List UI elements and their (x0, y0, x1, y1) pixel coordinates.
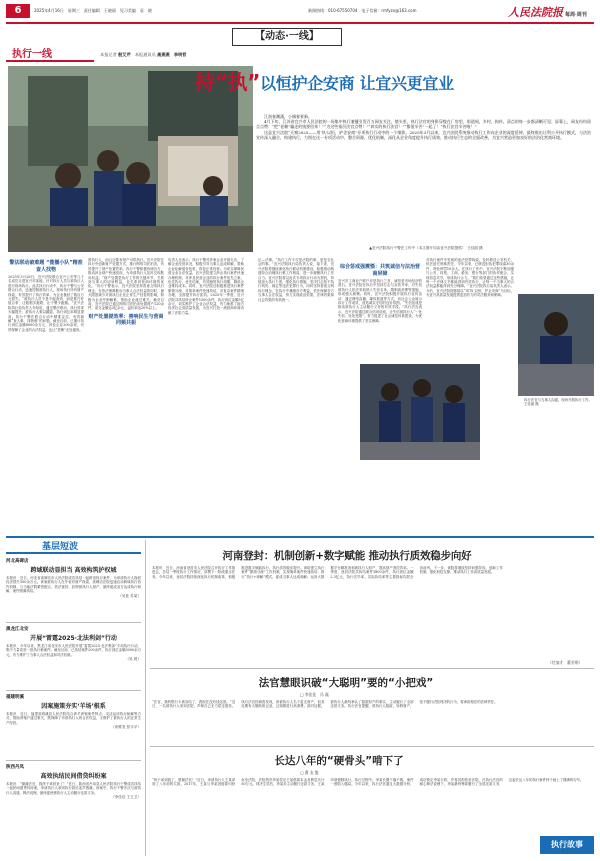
intro-paragraph-2: 4月下旬，江苏省宜兴市人民法院的一场集中执行兼播引发百万网友关注，镜头里，执行法官的身影穿梭在厂房里，街道间，乡村，拘传、清点的每一步都清晰可见；屏幕上，网友纷纷留言点赞：“把“老赖”骗走的钱要回来！”“为这些基层法官点赞！”“真实的执行法官！”“都很辛苦”一起了！“执行法官辛苦啦！” (256, 119, 591, 130)
bylines (100, 52, 186, 58)
sidebar-story-3-location: 福建明溪 (6, 695, 24, 700)
sidebar-story-1 (6, 558, 141, 599)
main-headline (195, 66, 595, 95)
headline-post: 以恒护企安商 让宜兴更宜业 (260, 74, 454, 93)
sidebar-story-4-location: 陕西丹凤 (6, 765, 24, 770)
column-2-subhead: 财产处置提效率：善响民生与营商同频共振 (88, 313, 164, 327)
main-photo-caption (258, 246, 594, 251)
column-2-text: 被执行人，而且还要有财产可供执行。宜兴法院在执行中创新财产处置方式，推行网络司法拍卖，有效提升了财产处置效率。执行干警积极协调各方，推动涉企财产快速变现，为申请执行人及时兑现胜诉权益。“财产处置是执行工作的关键环节，关系到当事人的切身利益，也关系到营商环境的优化。”执行干警表示，宜兴法院坚持善意文明执行理念，在依法保障胜诉当事人合法权益的同时，最大限度减少对被执行企业正常生产经营的影响，积极为企业纾困解难，帮助企业渡过难关。截至目前，宜兴法院已通过网络司法拍卖处置财产120余件，成交金额达3亿余元，溢价率达20%以上。 (88, 258, 164, 311)
sidebar-story-4-text: 本报讯 “谢谢法官，钱终于拿回来了！”近日，陕西省丹凤县人民法院执行干警成功执结一起民间借贷纠纷案，申请执行人拿到执行款后连声感谢。该案中，执行干警多次与被执行人沟通，释法说理，最终促使被执行人主动履行还款义务。 (6, 782, 141, 795)
sidebar-story-3-title: 因案施策夯实‘羊场’根系 (41, 703, 106, 710)
logo-sub: 每周·周刊 (565, 12, 587, 18)
sidebar-story-1-location: 河北高碑店 (6, 559, 29, 564)
side-photo-caption-text: 执行法官与当事人沟通，现场开展执行工作。 (524, 398, 592, 402)
photo-caption-text: ▲宜兴法院执行干警在工作中（本文图片均由宜兴法院提供） (369, 246, 464, 250)
story-4-headline: 长达八年的“硬骨头”啃下了 (274, 755, 404, 767)
sidebar-story-2-title: 开展“雷霆2025·北法利剑”行动 (30, 635, 117, 642)
photo-caption-credit: 王佳丽 摄 (467, 246, 483, 250)
story-3-text: “法官，我的银行卡被冻结了，我现在没有钱还款。”近日，一名被执行人来到法院，声称自己无力偿还债务。执行法官经调查发现，该被执行人名下虽无财产，但其近期有大额转账记录，且频繁进行高消费。面对证据，被执行人最终承认了隐匿财产的事实，主动履行了全部还款义务。执行法官提醒，被执行人隐匿、转移财产，拒不履行法院判决的行为，将承担相应的法律责任。 (152, 700, 498, 709)
sidebar-story-1-author: （吴桂 苏某） (118, 593, 141, 598)
sidebar-story-4-title: 高效执结民间借贷纠纷案 (40, 773, 107, 780)
sidebar-story-2-author: （吴 晨） (125, 657, 141, 662)
sidebar-story-3-author: （邓维发 张丰平） (111, 725, 141, 730)
sidebar-story-3-text: 本报讯 近日，福建省明溪县人民法院结合涉羊养殖案件特点，灵活运用执行和解等方式，帮助养殖户渡过难关，既保障了申请执行人的合法权益，又维护了被执行人的正常生产经营。 (6, 712, 141, 725)
column-3-text: 负责人还表示，执行干警对涉案企业开展走访，了解企业经营状况，积极引导当事人达成和解，帮助企业化解债务危机，恢复正常经营。为切实保障民营企业合法权益，宜兴法院建立涉企执行案件快速办理机制，对涉及民营企业的执行案件优先立案、优先执行、优先结案，有效缩短执行周期，降低企业维权成本。同时，宜兴法院还积极推进执行案件繁简分流，对简单案件快速执结，对复杂案件精细办理，全面提升执行质效。2025年一季度，宜兴法院共执结涉企案件1500余件，执行到位金额5亿余元，切实维护了企业合法权益，有力助推了地方经济社会高质量发展，为宜兴打造一流营商环境贡献了法院力量。 (168, 258, 244, 315)
byline-reporter-label: 本报记者 (100, 52, 119, 57)
middle-photo (360, 364, 480, 460)
story-4-author: □ 曹 友 俊 (300, 770, 319, 775)
sidebar-story-2-text: 本报讯 今年以来，黑龙江省北安市人民法院开展“雷霆2025·北法利剑”专项执行行动，集中力量攻坚一批执行难案件。截至目前，已执结案件200余件，执行到位金额3000余万元，有力维护了当事人合法权益和司法权威。 (6, 644, 141, 657)
column-1 (8, 258, 84, 332)
story-2-text: 本报讯 近日，河南省登封市人民法院召开执行工作推进会，总结一季度执行工作情况，部署下一阶段重点任务。今年以来，登封法院持续深化执行机制改革，积极推进数字赋能执行，执行质效稳步提升。该院建立执行案件“繁简分流”工作机制，实现简单案件快速执结；推行“执行+调解”模式，促成当事人达成和解；运用大数据平台精准查询被执行人财产，提高财产查控效率。一季度，登封法院共执结案件1800余件，执行到位金额2.3亿元，执行完毕率、实际执结率等主要指标均居全省前列。下一步，该院将继续坚持问题导向，创新工作机制，强化科技支撑，推动执行工作高质量发展。 (152, 566, 503, 579)
sidebar-divider (6, 760, 141, 761)
column-6-text: 对执行案件中发现的违法犯罪线索，及时移送公安机关，依法追究刑事责任，今年以来，已移送拒执犯罪线索30余件，判处刑罚10余人。在执行工作中，宜兴法院不断加强与公安、检察、工商、税务、银行等部门的协作配合，实现信息共享，形成执行合力。“我们希望通过这些措施，让每一个法律文书都能得到有效执行，让每一个当事人的合法权益都能得到充分保障。”宜兴法院执行局负责人表示。今后，宜兴法院将继续以“用‘执’以恒，护企安商”为目标，为宜兴高质量发展提供更加有力的司法服务和保障。 (426, 258, 514, 298)
column-5-subhead: 综合惩戒强震慑：共筑诚信与法治营商屏障 (339, 264, 420, 277)
sidebar-story-2-location: 黑龙江北安 (6, 627, 29, 632)
story-divider (150, 668, 594, 669)
sidebar-story-1-text: 本报讯 近日，河北省高碑店市人民法院成功执结一起跨省执行案件，为申请执行人挽回经济损失300余万元。该案被执行人在外省有财产线索，高碑店法院迅速启动跨域执行协作机制，与当地法院紧密配合，依法查封、扣押被执行人财产，最终促成双方达成执行和解，案件圆满执结。 (6, 576, 141, 594)
side-photo-caption (524, 398, 594, 407)
byline-correspondent-label: 本报通讯员 (130, 52, 158, 57)
story-4-text: “终于拿到钱了，感谢法官！”近日，申请执行人王某拿到了八年前的欠款。2017年，王某与李某因借款纠纷诉至法院，法院判决李某偿还王某借款本金及利息共计50万元。判决生效后，李某未主动履行还款义务，王某申请强制执行。执行过程中，李某长期下落不明，案件一度陷入僵局。今年以来，执行法官通过大数据分析，成功锁定李某行踪，并将其拘传至法院。在执行法官的耐心释法说理下，李某最终筹款履行了全部还款义务，这起长达八年的执行案件终于画上了圆满的句号。 (152, 778, 584, 787)
sidebar-story-4 (6, 764, 141, 800)
middle-photo-image (360, 364, 480, 460)
logo-text: 人民法院报 (508, 6, 563, 19)
headline-quote: “执” (214, 70, 261, 94)
column-4 (258, 258, 334, 302)
column-5 (338, 262, 422, 323)
side-photo (518, 294, 594, 396)
header-rule (6, 22, 594, 24)
story-divider (150, 746, 594, 747)
sidebar-vdivider (145, 540, 146, 856)
headline-pre: 持 (195, 70, 215, 94)
column-4-text: 记—法律。“执行工作不仅是法院的事，更是全社会的事。”宜兴法院执行局负责人说，接下来，宜兴法院将继续深化执行联动机制建设，积极推动构建综合治理执行难工作格局，进一步凝聚执行工作合力。宜兴法院将以此次专项执行行动为契机，持续加大执行力度，强化执行措施，坚决打击拒不执行判决、裁定等违法犯罪行为，同时坚持善意文明执行理念，在执行中兼顾各方利益，依法保障各方当事人合法权益，努力实现政治效果、法律效果和社会效果的有机统一。 (258, 258, 334, 302)
column-3 (168, 258, 244, 315)
story-2-author: （付加才 董芳明） (548, 660, 583, 665)
column-1-text: 2025年3月28日，宜兴法院联合宜兴公安等几十名成员走进宜兴市某地，针对执行人员与被执行人进行现场执行。此次执行行动中，执行干警与公安联合行动，迅速控制被执行人，现场执行所有财产线索，有效提升了执行效率，为企业挽回了数百万元损失。“被执行人员不是不能查到，而是要打好组合拳，让数据多跑路，让干警少跑腿。”宜兴法院执行局负责人介绍说，通过警法联动，执行效率大幅提升，被执行人难以藏匿，执行到位率明显提高。执行干警在联合行动中精准定位，有效破解“查人难、找物难”的问题。截至目前，已累计执行到位金额8000余万元，涉及企业200余家，有效保障了企业的合法权益，也让“老赖”无处遁形。 (8, 275, 84, 332)
header-info: 2025年4月16日 星期三 责任编辑 王晓丽 见习美编 袁 晓 (34, 8, 152, 13)
intro-paragraph-1: 江南春潮涌，小城春景新。 (264, 114, 312, 119)
section-title: 【动态·一线】 (232, 28, 342, 46)
section-divider (6, 536, 594, 538)
story-2-headline: 河南登封：机制创新+数字赋能 推动执行质效稳步向好 (222, 550, 472, 562)
column-5-text: 宜兴市工商业户联户应是执行之首，诚信是市场经济的基石。宜兴法院在执行中坚持打击与宣传并举，对失信被执行人依法采取纳入失信名单、限制高消费等措施，形成强大威慑。同时，宜兴法院积极开展执行宣传活动，通过网络直播、媒体报道等方式，向社会公众展示执行工作成效，营造诚实守信的良好氛围。“失信惩戒是推动被执行人主动履行义务的有效手段。”执行法官表示，宜兴法院通过联合信用惩戒，让失信被执行人“一处失信、处处受限”，有力促进了社会诚信体系建设，为优化营商环境提供了坚实保障。 (338, 279, 422, 323)
story-3-author: □ 李佳佳 冯 磊 (300, 692, 329, 697)
newspaper-logo (508, 4, 587, 20)
column-1-subhead: 警法联动破难题 “揽播小队”精准查人找物 (9, 260, 83, 273)
side-photo-credit: 王佳丽 摄 (524, 402, 539, 407)
column-label: 执行一线 (6, 48, 94, 62)
main-intro (256, 114, 591, 140)
sidebar-story-1-title: 跨域联动显担当 高效构筑护权城 (30, 567, 117, 574)
byline-reporter: 殷艾芹 (118, 52, 131, 57)
sidebar-title: 基层短波 (6, 540, 141, 554)
sidebar-divider (6, 622, 141, 623)
sidebar-story-3 (6, 694, 141, 730)
side-photo-image (518, 294, 594, 396)
byline-correspondents: 高燕燕 李明哲 (157, 52, 187, 57)
column-6 (426, 258, 514, 298)
column-2 (88, 258, 164, 329)
intro-paragraph-3: 这是宜兴法院“天窗2025——用‘执’以恒，护企安商”专项执行行动中的一个缩影。2025年3月以来，宜兴法院系统推动执行工作向企业的深度延伸，最终推出让利公开执行模式，与法治宣传深入融合，构建执行，力图在这一专项活动中，整合资源，优化机制，深化从企业角度提升执行质效，推动执行生态的全面改善，为宜兴营造更加良好的法治化营商环境。 (256, 129, 591, 140)
page-header (0, 0, 600, 22)
sidebar-story-2 (6, 626, 141, 662)
sidebar-story-4-author: （李佳佳 王立卫） (111, 795, 141, 800)
page-number: 6 (6, 4, 30, 18)
header-contact: 新闻热线：010-67550704 电子信箱：rmfyzx@163.com (308, 8, 417, 13)
footer-brand: 执行故事 (540, 836, 594, 854)
story-3-headline: 法官慧眼识破“大聪明”要的“小把戏” (258, 677, 434, 689)
sidebar-divider (6, 690, 141, 691)
